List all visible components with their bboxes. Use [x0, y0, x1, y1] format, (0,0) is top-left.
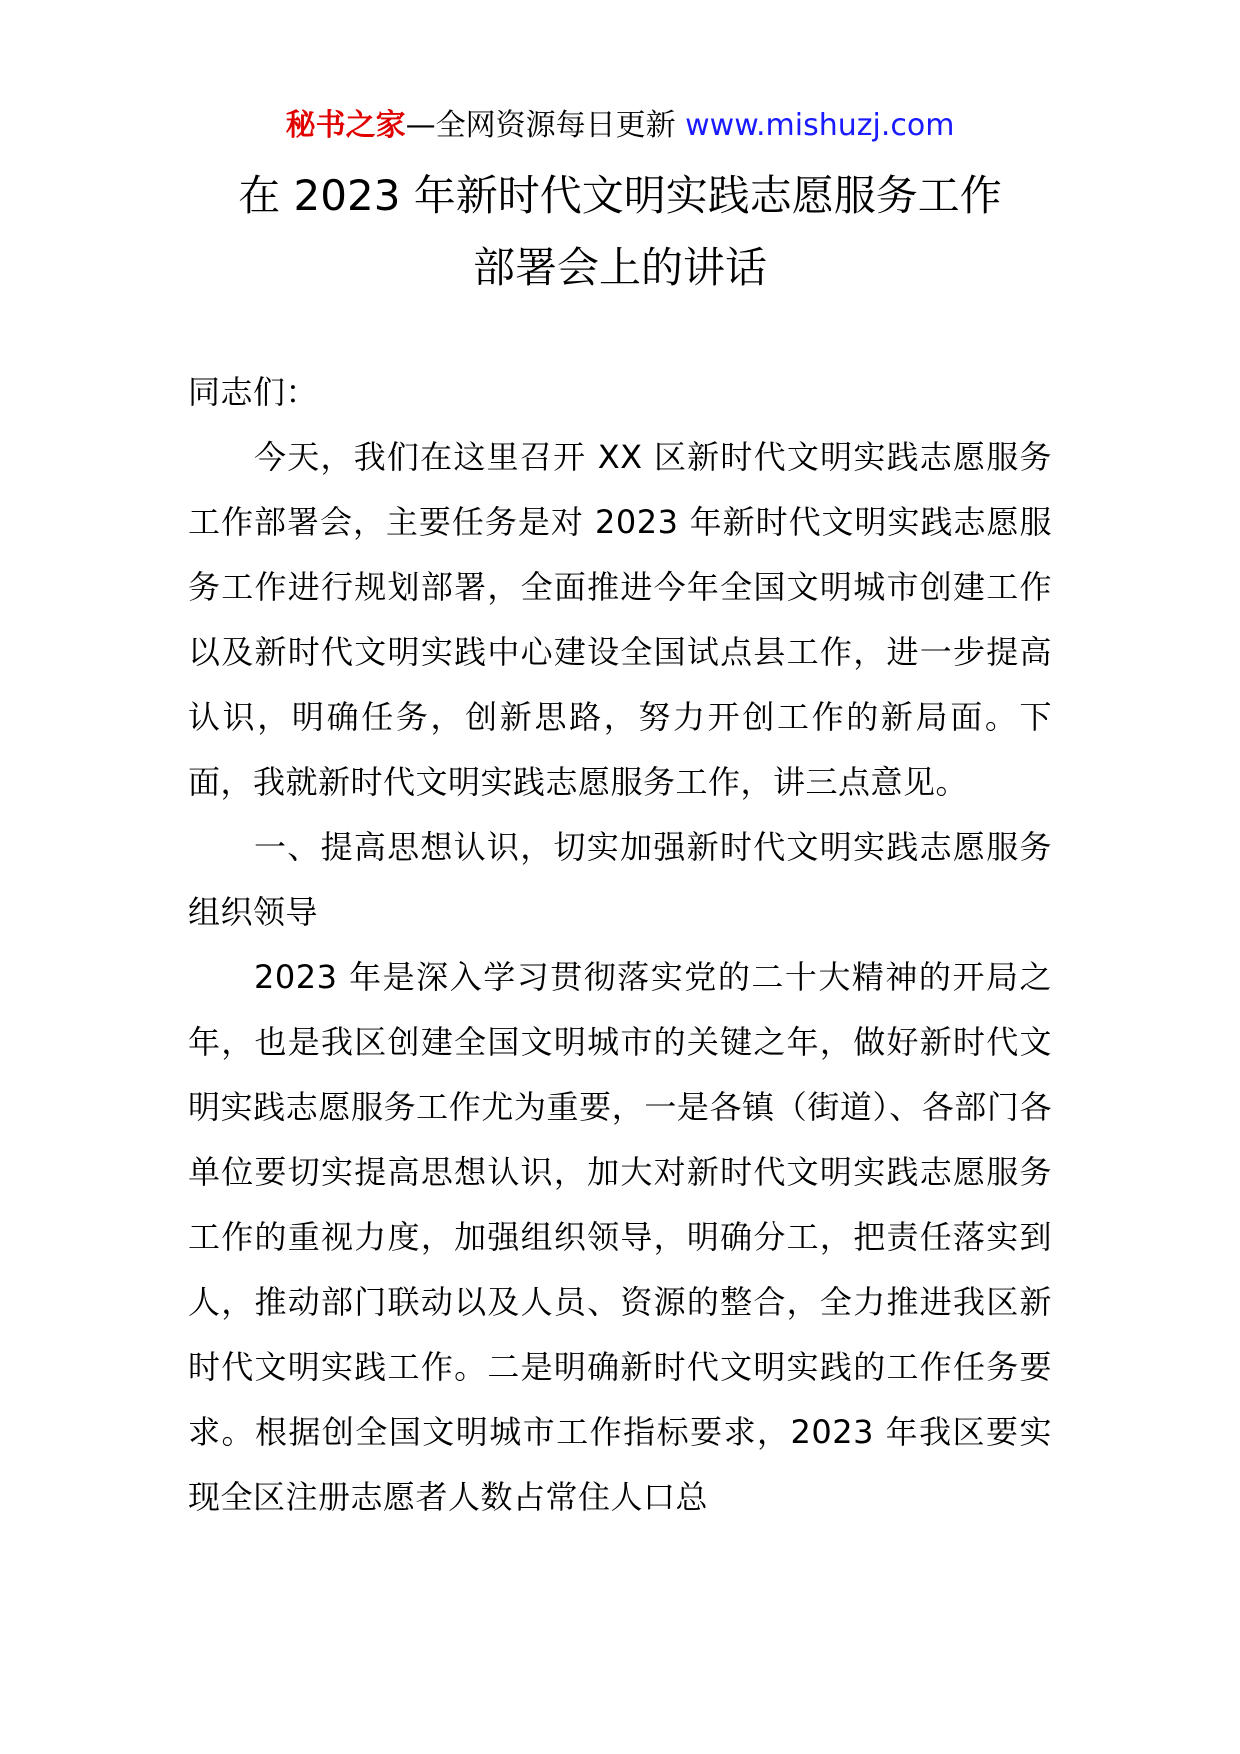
site-slogan: —全网资源每日更新: [405, 108, 686, 143]
document-title-line-1: 在 2023 年新时代文明实践志愿服务工作: [238, 171, 1002, 220]
document-title-line-2: 部署会上的讲话: [472, 243, 767, 292]
document-title: [0, 160, 1240, 304]
site-url-link[interactable]: www.mishuzj.com: [685, 108, 955, 143]
document-body: [188, 360, 1052, 1530]
salutation: 同志们：: [188, 373, 319, 411]
paragraph-section-1: 2023 年是深入学习贯彻落实党的二十大精神的开局之年，也是我区创建全国文明城市的关键之年，做好新时代文明实践志愿服务工作尤为重要，一是各镇（街道）、各部门各单位要切实提高思想认识，加大对新时代文明实践志愿服务工作的重视力度，加强组织领导，明确分工，把责任落实到人，推动部门联动以及人员、资源的整合，全力推进我区新时代文明实践工作。二是明确新时代文明实践的工作任务要求。根据创全国文明城市工作指标要求，2023 年我区要实现全区注册志愿者人数占常住人口总: [188, 958, 1052, 1516]
paragraph-intro: 今天，我们在这里召开 XX 区新时代文明实践志愿服务工作部署会，主要任务是对 2023 年新时代文明实践志愿服务工作进行规划部署，全面推进今年全国文明城市创建工作以及新时代文明实践中心建设全国试点县工作，进一步提高认识，明确任务，创新思路，努力开创工作的新局面。下面，我就新时代文明实践志愿服务工作，讲三点意见。: [188, 438, 1052, 801]
site-brand: 秘书之家: [285, 108, 406, 143]
site-banner: [0, 104, 1240, 148]
section-heading-1: 一、提高思想认识，切实加强新时代文明实践志愿服务组织领导: [188, 828, 1052, 931]
